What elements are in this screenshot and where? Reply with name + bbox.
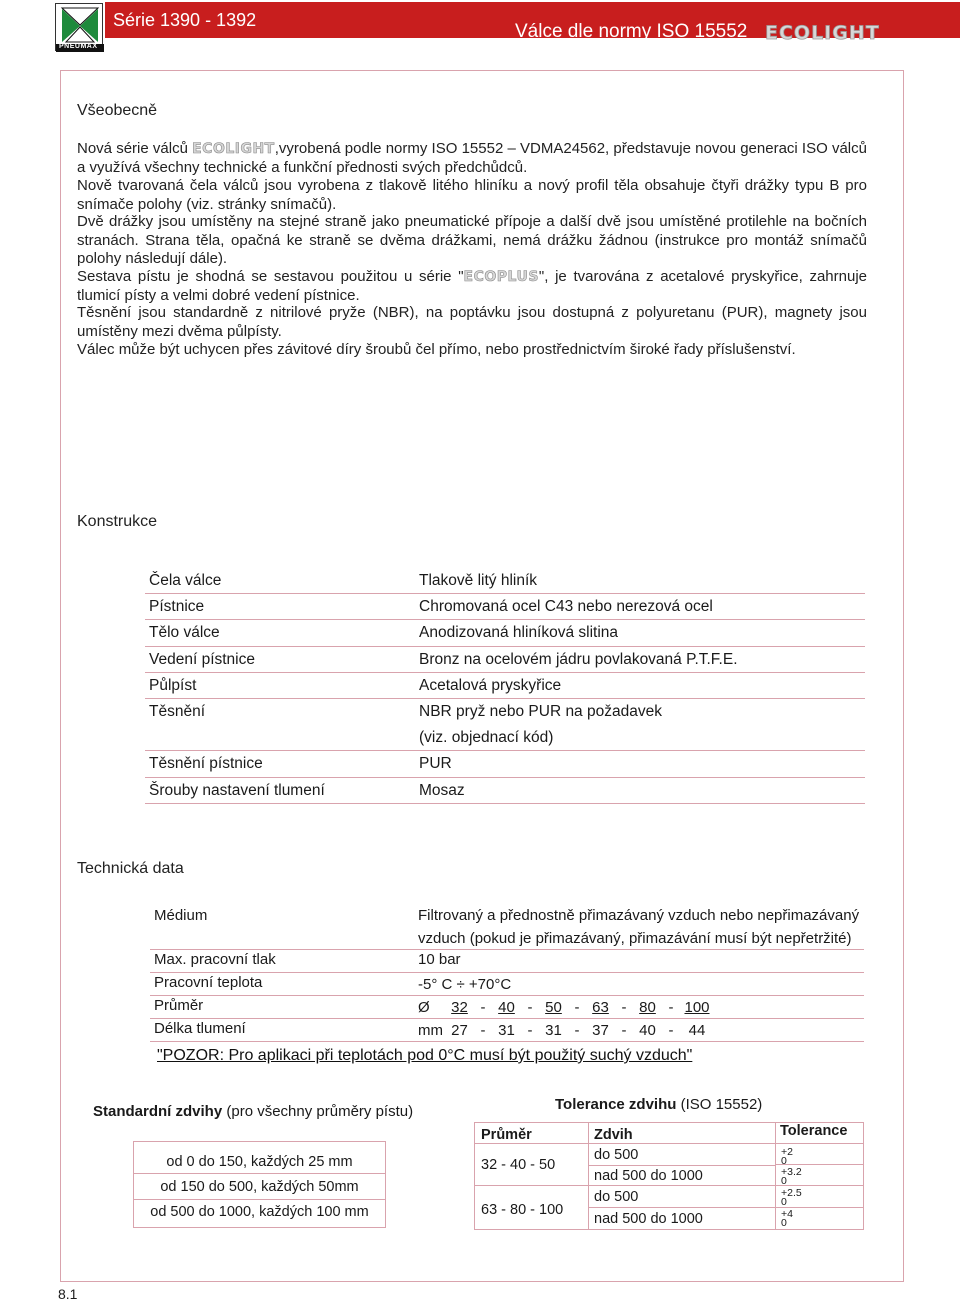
paragraph-grooves: Dvě drážky jsou umístěny na stejné straně jako pneumatické přípoje a další dvě jsou umístěné protilehle na bočních stranách. Strana těla, opačná ke straně se dvěma drážkami, nemá drážku žádnou (instrukce pro montáž snímačů polohy následují dále). (77, 213, 867, 267)
row-value-cont: vzduch (pokud je přimazávaný, přimazávání musí být nepřetržité) (418, 930, 852, 947)
standard-strokes-box (133, 1141, 386, 1228)
cushion-value: 44 (688, 1022, 706, 1039)
stroke-row-2: nad 500 do 1000 (594, 1168, 703, 1184)
tolerance-table (474, 1122, 864, 1230)
cushion-value: 40 (639, 1022, 656, 1039)
paragraph-intro-b: ,vyrobená podle normy ISO 15552 – VDMA24562, představuje novou generaci ISO válců a využívá všechny technické a funkční přednosti svých předchůdců. (77, 140, 867, 176)
divider (588, 1165, 775, 1166)
page-title: Válce dle normy ISO 15552 (515, 21, 748, 42)
table-row (145, 778, 865, 804)
diameter-value: 100 (684, 999, 710, 1016)
row-value: 10 bar (418, 951, 461, 968)
warning-note: "POZOR: Pro aplikaci při teplotách pod 0°C musí být použitý suchý vzduch" (157, 1047, 693, 1064)
paragraph-mounting: Válec může být uchycen přes závitové díry šroubů čel přímo, nebo prostřednictvím široké řady příslušenství. (77, 341, 796, 358)
row-key: Tělo válce (149, 624, 220, 642)
stroke-row-1: do 500 (594, 1147, 639, 1163)
paragraph-piston-a: Sestava pístu je shodná se sestavou použitou u série " (77, 268, 464, 285)
tolerance-lower: 0 (781, 1155, 787, 1167)
standard-strokes-title (93, 1103, 413, 1120)
table-row (145, 751, 865, 777)
table-row (150, 1019, 864, 1042)
tolerance-upper: +4 (781, 1208, 793, 1220)
row-value: Acetalová pryskyřice (419, 676, 562, 694)
section-title-general: Všeobecně (77, 102, 158, 119)
row-value: PUR (419, 755, 452, 773)
table-row (145, 725, 865, 751)
row-key: Médium (154, 907, 208, 924)
cushion-value: 31 (545, 1022, 562, 1039)
row-key: Max. pracovní tlak (154, 951, 276, 968)
separator: - (621, 1022, 627, 1039)
series-label: Série 1390 - 1392 (113, 10, 257, 30)
pneumax-logo (55, 3, 103, 51)
table-row (150, 973, 864, 996)
row-key: Pístnice (149, 598, 205, 616)
row-value: Bronz na ocelovém jádru povlakovaná P.T.F.E. (419, 650, 738, 668)
divider (134, 1199, 385, 1200)
row-key: Těsnění (149, 702, 206, 720)
diameter-value: 80 (639, 999, 656, 1016)
diameter-prefix: Ø (418, 999, 430, 1016)
divider (775, 1164, 863, 1165)
tolerance-lower: 0 (781, 1196, 787, 1208)
row-key: Čela válce (149, 572, 222, 589)
header-tolerance: Tolerance (780, 1123, 848, 1139)
paragraph-heads: Nově tvarovaná čela válců jsou vyrobena z tlakově litého hliníku a nový profil těla obsahuje čtyři drážky typu B pro snímače polohy (viz. stránky snímačů). (77, 177, 867, 213)
diameter-values (418, 999, 711, 1016)
cushion-prefix: mm (418, 1022, 443, 1039)
paragraph-intro-a: Nová série válců (77, 140, 188, 157)
diameter-value: 32 (451, 999, 468, 1016)
cushion-value: 27 (451, 1022, 468, 1039)
separator: - (527, 999, 533, 1016)
table-row (145, 647, 865, 673)
table-row (145, 699, 865, 725)
cushion-value: 31 (498, 1022, 515, 1039)
separator: - (668, 1022, 674, 1039)
row-key: Půlpíst (149, 676, 197, 694)
separator: - (480, 1022, 486, 1039)
row-value: NBR pryž nebo PUR na požadavek (419, 702, 662, 720)
cushion-value: 37 (592, 1022, 609, 1039)
paragraph-intro (77, 140, 867, 177)
row-key: Průměr (154, 997, 204, 1014)
separator: - (574, 999, 580, 1016)
separator: - (574, 1022, 580, 1039)
divider (588, 1123, 589, 1229)
stroke-row-3: do 500 (594, 1189, 639, 1205)
row-key: Šrouby nastavení tlumení (149, 781, 325, 799)
table-row (145, 620, 865, 646)
tolerance-title (555, 1096, 762, 1113)
diameter-value: 63 (592, 999, 609, 1016)
tolerance-title-bold: Tolerance zdvihu (555, 1096, 677, 1113)
separator: - (527, 1022, 533, 1039)
page-number: 8.1 (58, 1286, 78, 1301)
table-row (150, 904, 864, 950)
diameter-group-2: 63 - 80 - 100 (481, 1202, 564, 1218)
tolerance-upper: +2 (781, 1146, 793, 1158)
tolerance-lower: 0 (781, 1175, 787, 1187)
construction-table (145, 568, 865, 804)
table-row (150, 950, 864, 973)
tolerance-upper: +3.2 (781, 1166, 802, 1178)
page-header (0, 0, 960, 52)
section-title-technical: Technická data (77, 860, 184, 877)
paragraph-piston-b: ", je tvarována z acetalové pryskyřice, zahrnuje tlumicí písty a velmi dobré vedení pístnice. (77, 268, 867, 304)
list-item: od 0 do 150, každých 25 mm (166, 1154, 353, 1170)
row-value: Tlakově litý hliník (419, 572, 538, 589)
row-value: Mosaz (419, 781, 465, 799)
ecolight-brand-logo: ECOLIGHT (765, 22, 880, 44)
row-value: (viz. objednací kód) (419, 729, 554, 747)
tolerance-title-rest: (ISO 15552) (676, 1096, 763, 1113)
technical-table (150, 904, 864, 1042)
divider (588, 1207, 775, 1208)
table-row (145, 568, 865, 594)
row-value: Anodizovaná hliníková slitina (419, 624, 619, 642)
row-key: Pracovní teplota (154, 974, 263, 991)
tolerance-upper: +2.5 (781, 1187, 802, 1199)
paragraph-piston (77, 268, 867, 305)
stroke-row-4: nad 500 do 1000 (594, 1211, 703, 1227)
row-value: -5° C ÷ +70°C (418, 976, 512, 993)
diameter-value: 50 (545, 999, 562, 1016)
row-key: Vedení pístnice (149, 650, 255, 668)
tolerance-lower: 0 (781, 1217, 787, 1229)
cushion-values (418, 1022, 711, 1039)
list-item: od 150 do 500, každých 50mm (160, 1179, 359, 1195)
header-diameter: Průměr (481, 1127, 532, 1143)
divider (775, 1123, 776, 1229)
row-value: Chromovaná ocel C43 nebo nerezová ocel (419, 598, 713, 616)
table-row (150, 996, 864, 1019)
standard-strokes-title-rest: (pro všechny průměry pístu) (222, 1103, 414, 1120)
divider (475, 1143, 775, 1144)
separator: - (480, 999, 486, 1016)
table-row (145, 594, 865, 620)
section-title-construction: Konstrukce (77, 513, 158, 530)
row-value: Filtrovaný a přednostně přimazávaný vzduch nebo nepřimazávaný (418, 907, 860, 924)
logo-label: PNEUMAX (59, 43, 98, 50)
separator: - (621, 999, 627, 1016)
header-stroke: Zdvih (594, 1127, 633, 1143)
table-row (145, 673, 865, 699)
diameter-group-1: 32 - 40 - 50 (481, 1157, 556, 1173)
separator: - (668, 999, 674, 1016)
divider (775, 1143, 863, 1144)
row-key: Délka tlumení (154, 1020, 246, 1037)
divider (475, 1185, 863, 1186)
paragraph-seals: Těsnění jsou standardně z nitrilové pryže (NBR), na poptávku jsou dostupná z polyuretanu (PUR), magnety jsou umístěny mezi dvěma půlpísty. (77, 304, 867, 340)
standard-strokes-title-bold: Standardní zdvihy (93, 1103, 223, 1120)
ecoplus-inline-logo: ECOPLUS (463, 269, 539, 285)
ecolight-inline-logo: ECOLIGHT (192, 141, 275, 157)
divider (134, 1173, 385, 1174)
list-item: od 500 do 1000, každých 100 mm (150, 1204, 369, 1220)
row-key: Těsnění pístnice (149, 755, 263, 773)
diameter-value: 40 (498, 999, 515, 1016)
